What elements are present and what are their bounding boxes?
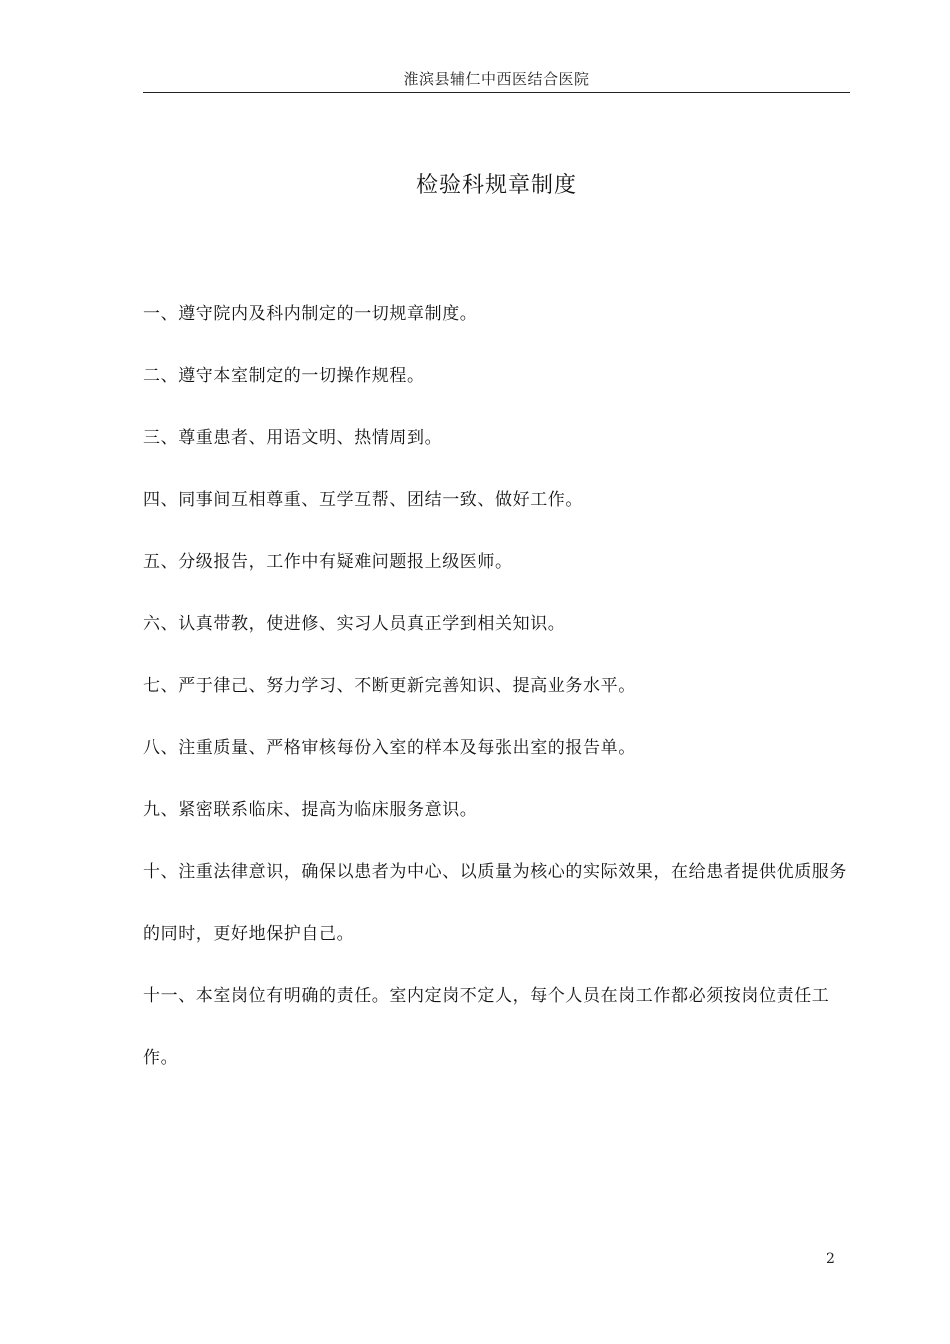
rule-item: 十、注重法律意识，确保以患者为中心、以质量为核心的实际效果，在给患者提供优质服务的同时，更好地保护自己。	[143, 862, 847, 944]
document-title: 检验科规章制度	[415, 173, 577, 198]
rule-item: 五、分级报告，工作中有疑难问题报上级医师。	[143, 552, 513, 572]
rule-item: 六、认真带教，使进修、实习人员真正学到相关知识。	[143, 614, 566, 634]
rule-item: 九、紧密联系临床、提高为临床服务意识。	[143, 800, 478, 820]
rule-item: 八、注重质量、严格审核每份入室的样本及每张出室的报告单。	[143, 738, 636, 758]
rules-list	[143, 283, 850, 1089]
page-number: 2	[826, 1251, 835, 1267]
hospital-name: 淮滨县辅仁中西医结合医院	[403, 70, 590, 88]
rule-item: 一、遵守院内及科内制定的一切规章制度。	[143, 304, 478, 324]
rule-item: 七、严于律己、努力学习、不断更新完善知识、提高业务水平。	[143, 676, 636, 696]
rule-item: 二、遵守本室制定的一切操作规程。	[143, 366, 425, 386]
page-header	[143, 64, 850, 93]
rule-item: 三、尊重患者、用语文明、热情周到。	[143, 428, 443, 448]
rule-item: 四、同事间互相尊重、互学互帮、团结一致、做好工作。	[143, 490, 583, 510]
rule-item: 十一、本室岗位有明确的责任。室内定岗不定人，每个人员在岗工作都必须按岗位责任工作。	[143, 986, 830, 1068]
